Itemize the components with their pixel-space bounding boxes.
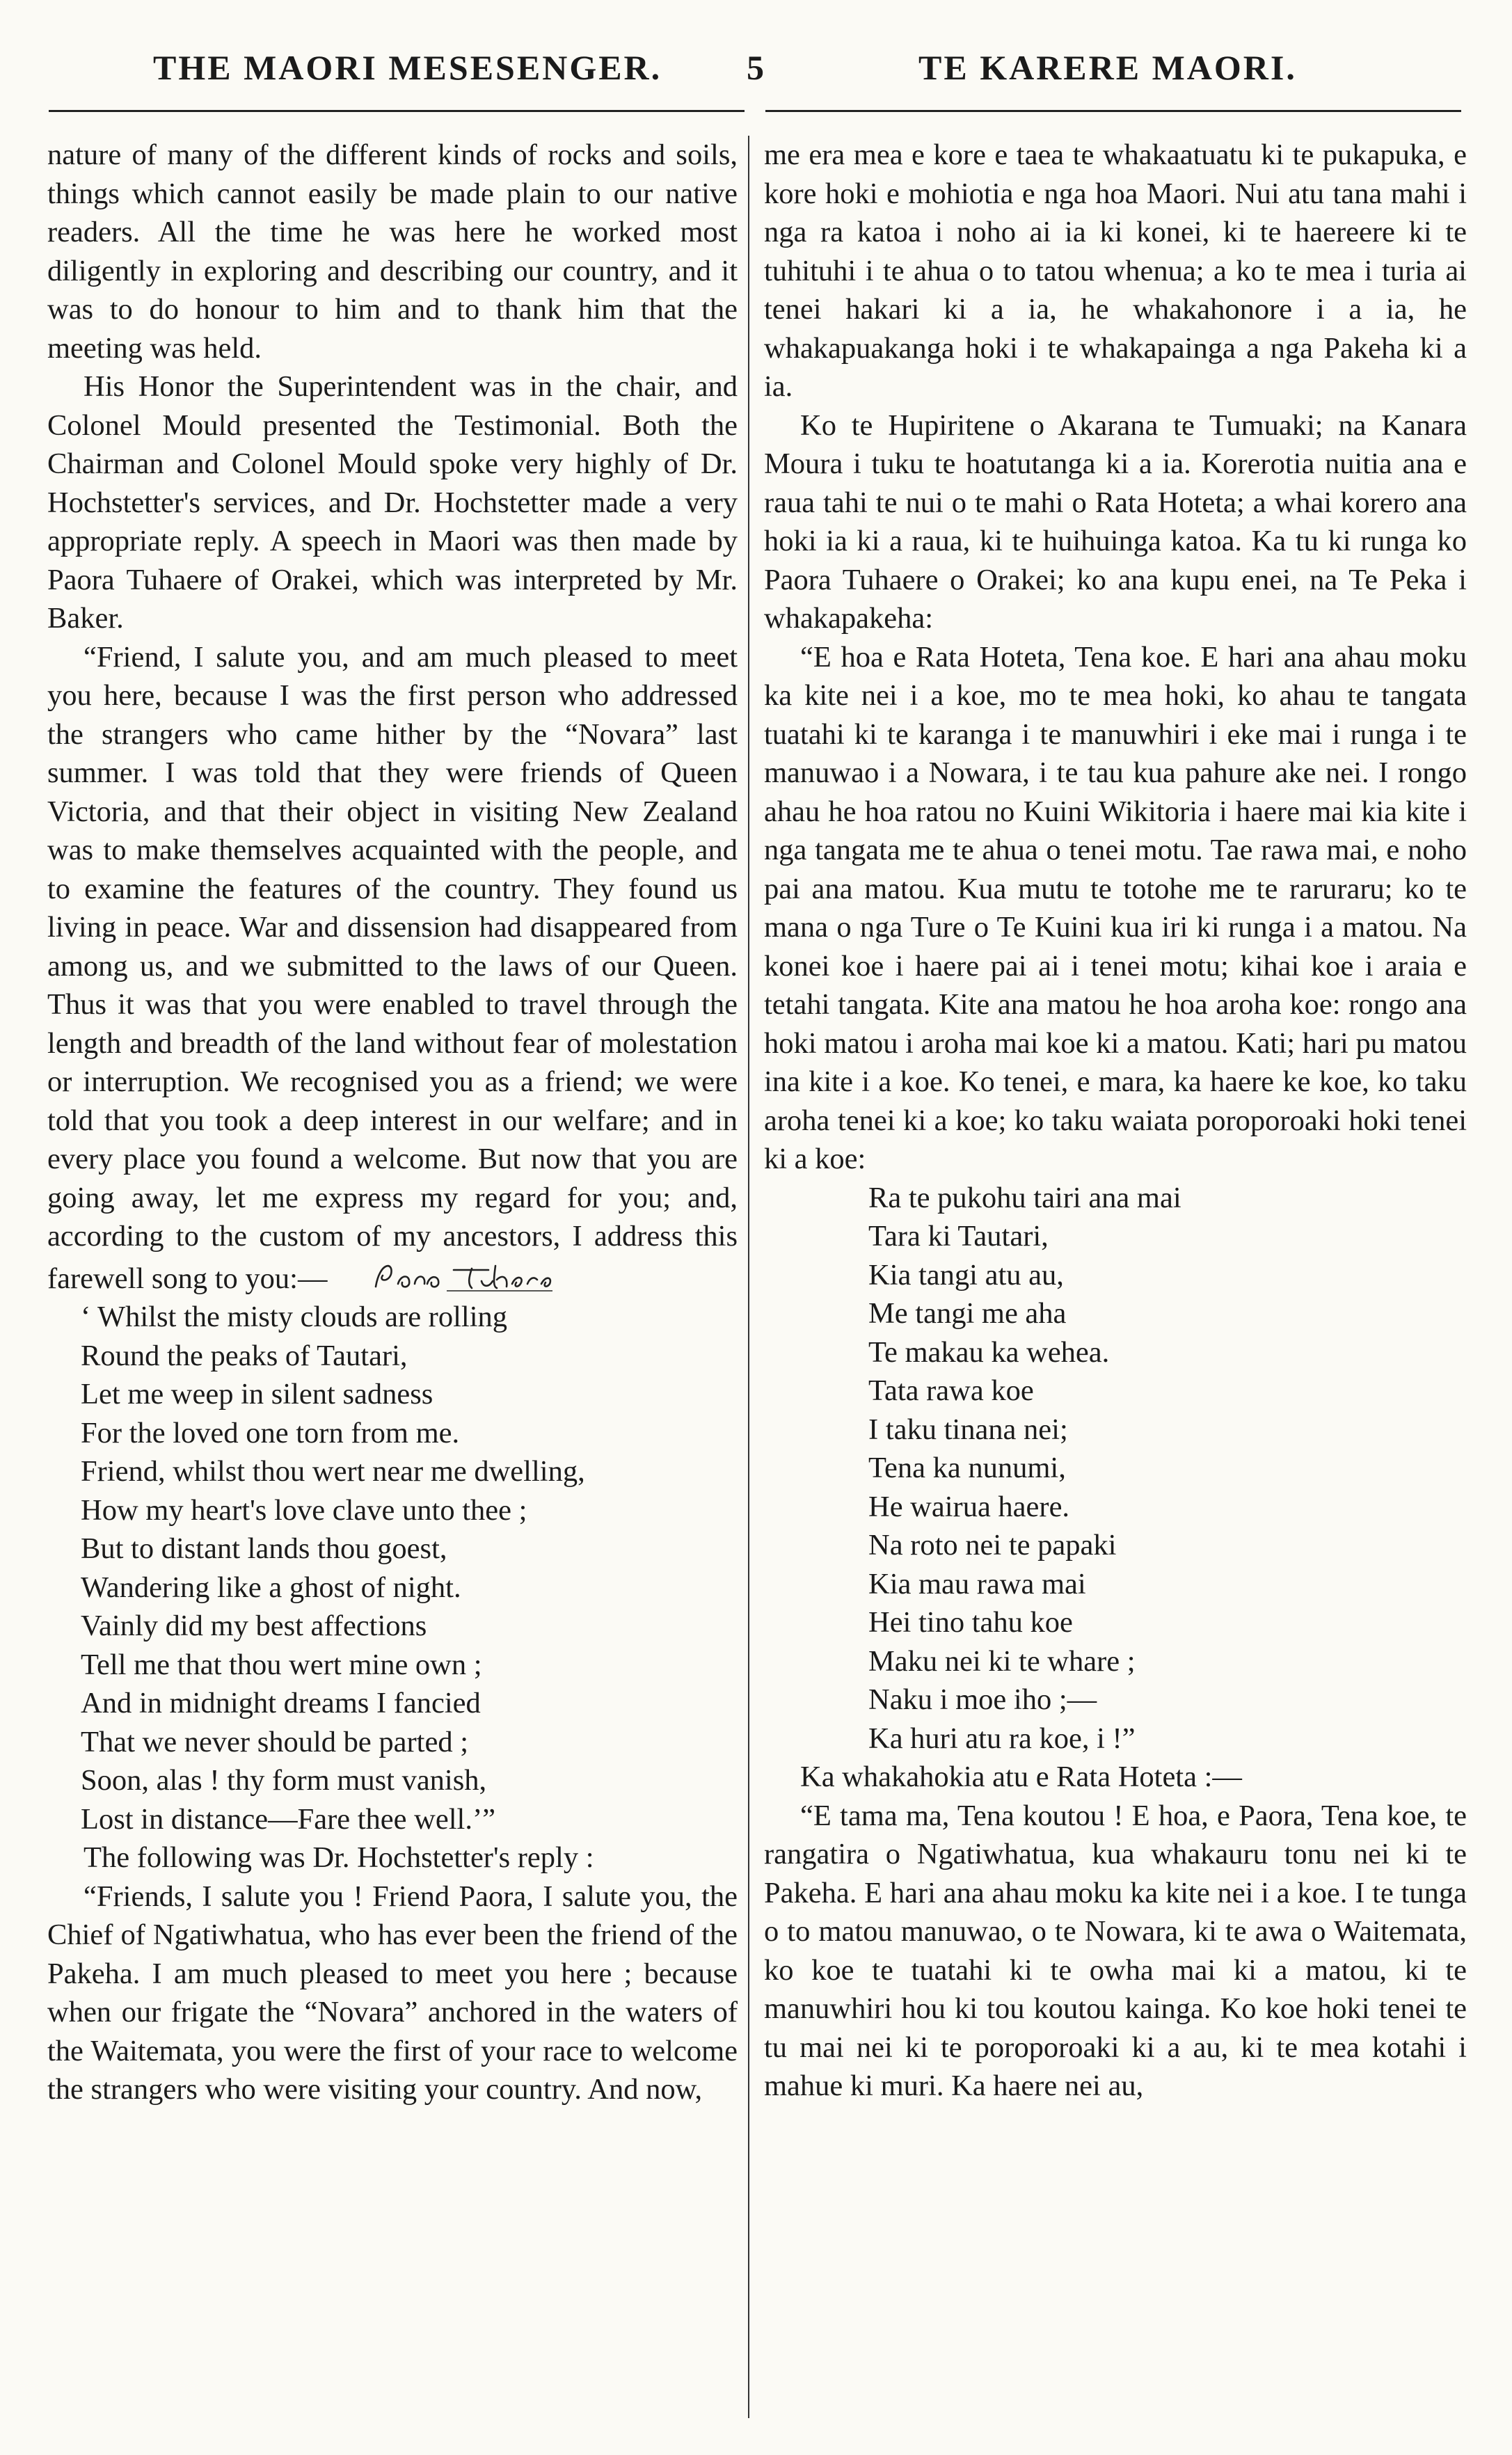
poem-line: Maku nei ki te whare ; [868, 1644, 1136, 1678]
english-paragraph-4: The following was Dr. Hochstetter's reply : [83, 1841, 594, 1874]
poem-line: For the loved one torn from me. [81, 1416, 460, 1449]
poem-line: Tena ka nunumi, [868, 1452, 1066, 1484]
poem-line: Tara ki Tautari, [868, 1220, 1049, 1253]
english-masthead: THE MAORI MESESENGER. [153, 48, 662, 87]
column-divider [748, 136, 749, 2418]
poem-line: How my heart's love clave unto thee ; [81, 1493, 527, 1527]
maori-paragraph-5: “E tama ma, Tena koutou ! E hoa, e Paora, Tena koe, te rangatira o Ngatiwhatua, kua whakauru tonu nei ki te Pakeha. E hari ana ahau moku ka kite nei i a koe. I te tunga o to matou manuwao, o te Nowara, ki te awa o Waitemata, ko koe te tuatahi ki te owha mai ki a matou, ki te manuwhiri hou ki tou koutou kainga. Ko koe hoki tenei te tu mai nei ki te poroporoaki ki a au, ki te mea kotahi i mahue ki muri. Ka haere nei au, [764, 1799, 1467, 2102]
poem-line: Na roto nei te papaki [868, 1529, 1117, 1562]
poem-line: But to distant lands thou goest, [81, 1532, 447, 1565]
poem-line: Ka huri atu ra koe, i !” [868, 1722, 1136, 1755]
poem-line: Wandering like a ghost of night. [81, 1571, 461, 1604]
handwritten-signature [334, 1256, 558, 1298]
maori-paragraph-4: Ka whakahokia atu e Rata Hoteta :— [800, 1761, 1242, 1793]
poem-line: Vainly did my best affections [81, 1610, 427, 1642]
poem-line: Naku i moe iho ;— [868, 1683, 1097, 1716]
speech-text: “Friend, I salute you, and am much pleased to meet you here, because I was the first person who addressed the strangers who came hither by the “Novara” last summer. I was told that they were friends of Queen Victoria, and that their object in visiting New Zealand was to make themselves acquainted with the people, and to examine the features of the country. They found us living in peace. War and dissension had disappeared from among us, and we submitted to the laws of our Queen. Thus it was that you were enabled to travel through the length and breadth of the land without fear of molestation or interruption. We recognised you as a friend; we were told that you took a deep interest in our welfare; and in every place you found a welcome. But now that you are going away, let me express my regard for you; and, according to the custom of my ancestors, I address this farewell song to you:— [47, 640, 738, 1295]
poem-line: Kia tangi atu au, [868, 1258, 1064, 1292]
english-paragraph-3 [47, 638, 738, 1298]
poem-line: ‘ Whilst the misty clouds are rolling [81, 1301, 508, 1333]
page-number: 5 [747, 48, 766, 87]
english-paragraph-1: nature of many of the different kinds of rocks and soils, things which cannot easily be made plain to our native readers. All the time he was here he worked most diligently in exploring and describing our country, and it was to do honour to him and to thank him that the meeting was held. [47, 138, 738, 365]
maori-masthead: TE KARERE MAORI. [918, 48, 1297, 87]
poem-line: Lost in distance—Fare thee well.’” [81, 1802, 495, 1836]
poem-line: Let me weep in silent sadness [81, 1378, 433, 1411]
maori-paragraph-1: me era mea e kore e taea te whakaatuatu ki te pukapuka, e kore hoki e mohiotia e nga hoa Maori. Nui atu tana mahi i nga ra katoa i noho ai ia ki konei, ki te haereere ki te tuhituhi i te ahua o to tatou whenua; a ko te mea i turia ai tenei hakari ki a ia, he whakahonore i a ia, he whakapuakanga hoki i te whakapainga a nga Pakeha ki a ia. [764, 138, 1467, 403]
poem-line: He wairua haere. [868, 1490, 1070, 1523]
header-rule-right [765, 110, 1461, 112]
poem-line: Soon, alas ! thy form must vanish, [81, 1764, 487, 1797]
maori-column [764, 136, 1467, 2106]
poem-line: Hei tino tahu koe [868, 1606, 1073, 1639]
header-rule-left [49, 110, 745, 112]
poem-line: Kia mau rawa mai [868, 1567, 1086, 1600]
english-column [47, 136, 738, 2109]
maori-paragraph-3: “E hoa e Rata Hoteta, Tena koe. E hari ana ahau moku ka kite nei i a koe, mo te mea hoki, ko ahau te tangata tuatahi ki te karanga i te manuwhiri i eke mai i runga i te manuwao i a Nowara, i te tau kua pahure ake nei. I rongo ahau he hoa ratou no Kuini Wikitoria i haere mai kia kite i nga tangata me te ahua o tenei motu. Tae rawa mai, e noho pai ana matou. Kua mutu te totohe me te raruraru; ko te mana o nga Ture o Te Kuini kua iri ki runga i a matou. Na konei koe i haere pai ai i tenei motu; kihai koe i araia e tetahi tangata. Kite ana matou he hoa aroha koe: rongo ana hoki matou i aroha mai koe ki a matou. Kati; hari pu matou ina kite i a koe. Ko tenei, e mara, ka haere ke koe, ko taku aroha tenei ki a koe; ko taku waiata poroporoaki hoki tenei ki a koe: [764, 640, 1467, 1175]
page-header [0, 40, 1512, 96]
poem-line: Tata rawa koe [868, 1374, 1034, 1407]
maori-paragraph-2: Ko te Hupiritene o Akarana te Tumuaki; na Kanara Moura i tuku te hoatutanga ki a ia. Korerotia nuitia ana e raua tahi te nui o te mahi o Rata Hoteta; a whai korero ana hoki ia ki a raua, ki te huihuinga katoa. Ka tu ki runga ko Paora Tuhaere o Orakei; ko ana kupu enei, na Te Peka i whakapakeha: [764, 408, 1467, 635]
poem-line: Me tangi me aha [868, 1297, 1067, 1330]
english-paragraph-2: His Honor the Superintendent was in the chair, and Colonel Mould presented the Testimonial. Both the Chairman and Colonel Mould spoke very highly of Dr. Hochstetter's services, and Dr. Hochstetter made a very appropriate reply. A speech in Maori was then made by Paora Tuhaere of Orakei, which was interpreted by Mr. Baker. [47, 370, 738, 635]
poem-line: Round the peaks of Tautari, [81, 1339, 408, 1372]
maori-waiata [764, 1179, 1467, 1758]
poem-line: Ra te pukohu tairi ana mai [868, 1181, 1181, 1214]
poem-line: Friend, whilst thou wert near me dwelling, [81, 1455, 585, 1488]
english-paragraph-5: “Friends, I salute you ! Friend Paora, I salute you, the Chief of Ngatiwhatua, who has ever been the friend of the Pakeha. I am much pleased to meet you here ; because when our frigate the “Novara” anchored in the waters of the Waitemata, you were the first of your race to welcome the strangers who were visiting your country. And now, [47, 1880, 738, 2106]
poem-line: Tell me that thou wert mine own ; [81, 1648, 482, 1681]
poem-line: I taku tinana nei; [868, 1413, 1068, 1446]
poem-line: Te makau ka wehea. [868, 1335, 1110, 1369]
poem-line: And in midnight dreams I fancied [81, 1687, 481, 1719]
english-farewell-poem [47, 1298, 738, 1838]
poem-line: That we never should be parted ; [81, 1725, 469, 1758]
